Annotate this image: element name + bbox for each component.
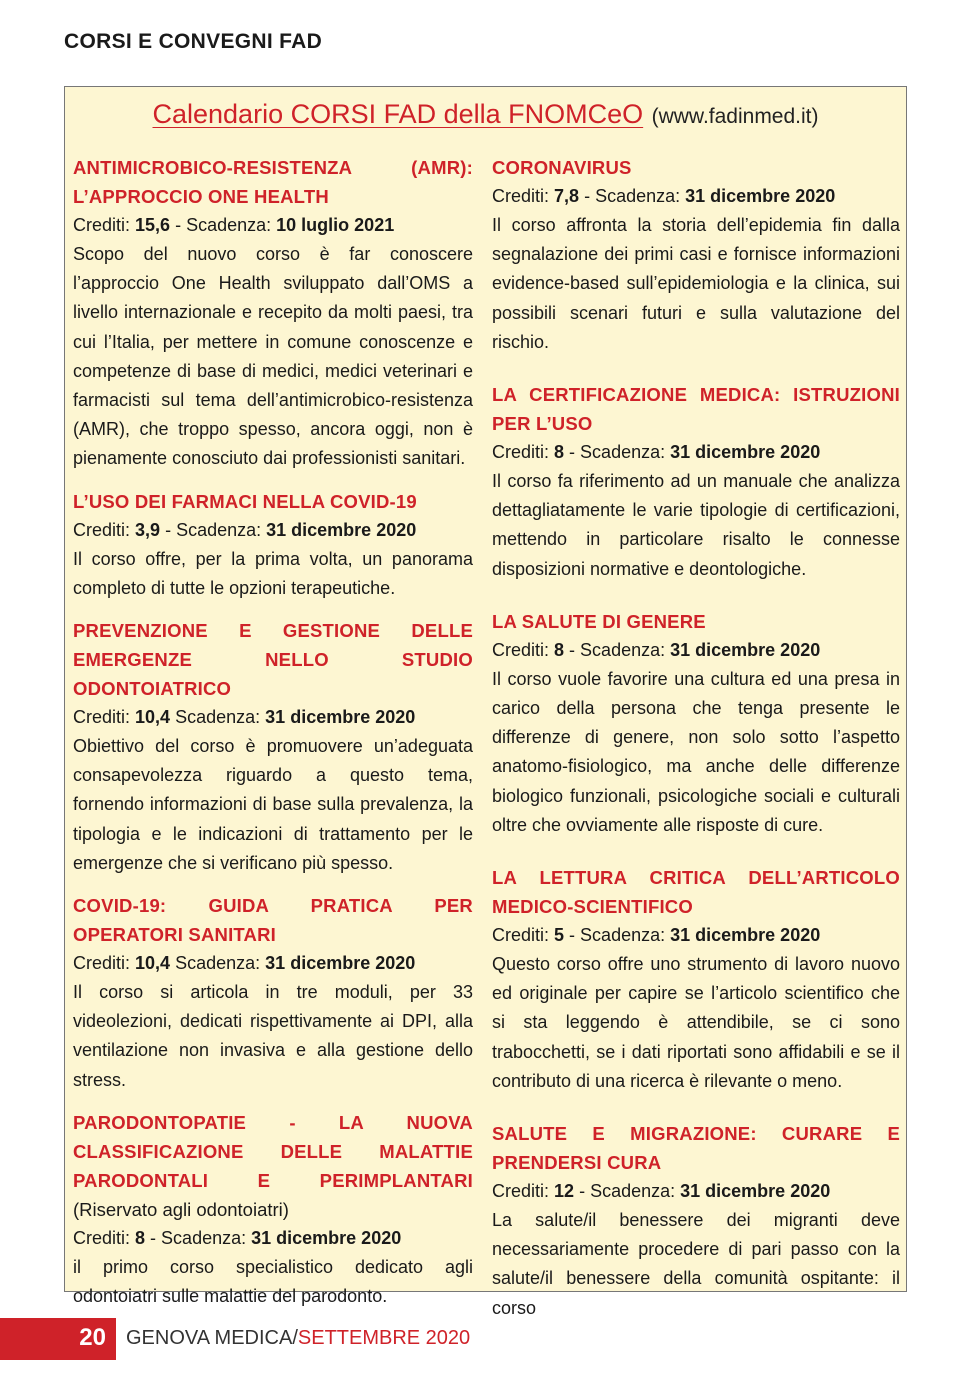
course-description: La salute/il benessere dei migranti deve necessariamente procedere di pari passo con la salute/il benessere della comunità ospitante: il corso (492, 1210, 900, 1318)
course-credits-line (492, 636, 900, 665)
course-credits-line (492, 182, 900, 211)
deadline-value: 31 dicembre 2020 (251, 1227, 402, 1248)
separator: - (579, 186, 596, 206)
course-item (492, 153, 900, 357)
separator: - (564, 925, 581, 946)
course-item (73, 1108, 473, 1311)
course-description: Il corso offre, per la prima volta, un panorama completo di tutte le opzioni terapeutiche. (73, 548, 473, 598)
deadline-value: 31 dicembre 2020 (265, 707, 416, 728)
separator: - (145, 1227, 162, 1248)
course-credits-line (73, 211, 473, 240)
course-item (492, 863, 900, 1096)
separator: - (564, 442, 581, 463)
credits-label: Crediti: (492, 1181, 550, 1202)
deadline-label: Scadenza: (580, 639, 666, 660)
left-column (73, 153, 473, 1324)
course-credits-line (492, 921, 900, 950)
issue-date: SETTEMBRE 2020 (297, 1327, 471, 1349)
right-column (492, 153, 900, 1346)
course-title: ANTIMICROBICO-RESISTENZA (AMR): L’APPROCCIO ONE HEALTH (73, 157, 473, 207)
credits-label: Crediti: (73, 1227, 131, 1248)
deadline-value: 31 dicembre 2020 (670, 442, 821, 463)
course-credits-line (73, 516, 473, 545)
credits-value: 8 (554, 639, 565, 660)
box-title (65, 99, 906, 130)
publication-name: GENOVA MEDICA/ (126, 1327, 298, 1349)
credits-value: 3,9 (135, 519, 161, 540)
course-title: COVID-19: GUIDA PRATICA PER OPERATORI SANITARI (73, 895, 473, 946)
course-item (73, 153, 473, 474)
credits-value: 5 (554, 925, 565, 946)
credits-label: Crediti: (73, 953, 131, 974)
publication-line (126, 1327, 470, 1350)
course-description: Questo corso offre uno strumento di lavoro nuovo ed originale per capire se l’articolo scientifico che si sta leggendo è attendibile, se ci sono trabocchetti, se i dati riportati sono affidabili e se il contributo di una ricerca è rilevante o meno. (492, 954, 900, 1091)
credits-value: 8 (554, 442, 565, 463)
credits-label: Crediti: (492, 442, 550, 463)
deadline-value: 31 dicembre 2020 (670, 925, 821, 946)
separator: - (160, 519, 177, 540)
separator: - (574, 1181, 591, 1202)
separator: - (564, 639, 581, 660)
course-description: Il corso vuole favorire una cultura ed una presa in carico della persona che tenga presente le differenze di genere, non solo sotto l’aspetto anatomo-fisiologico, ma anche delle differenze biologico funzionali, psicologiche sociali e culturali oltre che ovviamente alle risposte di cure. (492, 668, 900, 835)
course-title: SALUTE E MIGRAZIONE: CURARE E PRENDERSI CURA (492, 1123, 900, 1174)
course-item (492, 607, 900, 840)
credits-value: 10,4 (135, 707, 171, 728)
course-title: LA LETTURA CRITICA DELL’ARTICOLO MEDICO-SCIENTIFICO (492, 867, 900, 918)
credits-label: Crediti: (73, 707, 131, 728)
deadline-label: Scadenza: (176, 519, 262, 540)
deadline-value: 31 dicembre 2020 (266, 519, 417, 540)
course-description: il primo corso specialistico dedicato agli odontoiatri sulle malattie del parodonto. (73, 1256, 473, 1307)
deadline-value: 31 dicembre 2020 (685, 186, 836, 206)
course-description: Scopo del nuovo corso è far conoscere l’approccio One Health sviluppato dall’OMS a livello internazionale e recepito da molti paesi, tra cui l’Italia, per mettere in comune conoscenze e competenze di base di medici, medici veterinari e farmacisti sul tema dell’antimicrobico-resistenza (AMR), che troppo spesso, ancora oggi, non è pienamente conosciuto dai professionisti sanitari. (73, 244, 473, 469)
course-description: Il corso affronta la storia dell’epidemia fin dalla segnalazione dei primi casi e fornisce informazioni evidence-based sull’epidemiologia e la clinica, sui possibili scenari futuri e sulla valutazione del rischio. (492, 215, 900, 352)
course-item (73, 487, 473, 603)
course-credits-line (492, 438, 900, 467)
course-description: Obiettivo del corso è promuovere un’adeguata consapevolezza riguardo a questo tema, fornendo informazioni di base sulla prevalenza, la tipologia e le indicazioni di trattamento per le emergenze che si verificano più spesso. (73, 736, 473, 873)
course-title: L’USO DEI FARMACI NELLA COVID-19 (73, 490, 417, 512)
deadline-value: 10 luglio 2021 (276, 215, 395, 235)
deadline-label: Scadenza: (161, 1227, 247, 1248)
deadline-value: 31 dicembre 2020 (265, 953, 416, 974)
credits-value: 10,4 (135, 953, 171, 974)
course-credits-line (492, 1177, 900, 1206)
course-calendar-box (64, 86, 907, 1318)
credits-value: 8 (135, 1227, 146, 1248)
separator: - (170, 215, 187, 235)
credits-label: Crediti: (492, 639, 550, 660)
page-number-badge (0, 1318, 116, 1360)
deadline-value: 31 dicembre 2020 (670, 639, 821, 660)
page-number: 20 (79, 1324, 106, 1351)
course-title: PREVENZIONE E GESTIONE DELLE EMERGENZE NELLO STUDIO ODONTOIATRICO (73, 620, 473, 700)
credits-value: 15,6 (135, 215, 171, 235)
course-item (73, 891, 473, 1095)
course-title: LA CERTIFICAZIONE MEDICA: ISTRUZIONI PER L’USO (492, 384, 900, 435)
deadline-label: Scadenza: (580, 925, 666, 946)
credits-label: Crediti: (492, 186, 550, 206)
deadline-label: Scadenza: (590, 1181, 676, 1202)
credits-label: Crediti: (492, 925, 550, 946)
course-title: LA SALUTE DI GENERE (492, 610, 706, 632)
course-note: (Riservato agli odontoiatri) (73, 1198, 289, 1220)
website-link[interactable]: (www.fadinmed.it) (651, 105, 819, 128)
course-item (73, 616, 473, 878)
deadline-label: Scadenza: (595, 186, 681, 206)
course-title: CORONAVIRUS (492, 157, 632, 178)
course-description: Il corso si articola in tre moduli, per 33 videolezioni, dedicati rispettivamente ai DPI, alla ventilazione non invasiva e alla gestione dello stress. (73, 982, 473, 1090)
calendar-title: Calendario CORSI FAD della FNOMCeO (152, 99, 644, 129)
course-credits-line (73, 703, 473, 732)
deadline-value: 31 dicembre 2020 (680, 1181, 831, 1202)
page-footer (0, 1318, 974, 1360)
course-title-text: PARODONTOPATIE - LA NUOVA CLASSIFICAZIONE DELLE MALATTIE PARODONTALI E PERIMPLANTARI (73, 1111, 473, 1191)
course-description: Il corso fa riferimento ad un manuale che analizza dettagliatamente le varie tipologie di certificazioni, mettendo in particolare risalto le connesse disposizioni normative e deontologiche. (492, 471, 900, 579)
section-header: CORSI E CONVEGNI FAD (64, 30, 323, 53)
credits-value: 7,8 (554, 186, 580, 206)
course-item (492, 1119, 900, 1323)
course-title (73, 1108, 473, 1224)
credits-label: Crediti: (73, 519, 131, 540)
deadline-label: Scadenza: (175, 707, 261, 728)
credits-value: 12 (554, 1181, 575, 1202)
deadline-label: Scadenza: (186, 215, 272, 235)
credits-label: Crediti: (73, 215, 131, 235)
course-credits-line (73, 949, 473, 978)
deadline-label: Scadenza: (580, 442, 666, 463)
course-item (492, 380, 900, 584)
deadline-label: Scadenza: (175, 953, 261, 974)
course-credits-line (73, 1224, 473, 1253)
